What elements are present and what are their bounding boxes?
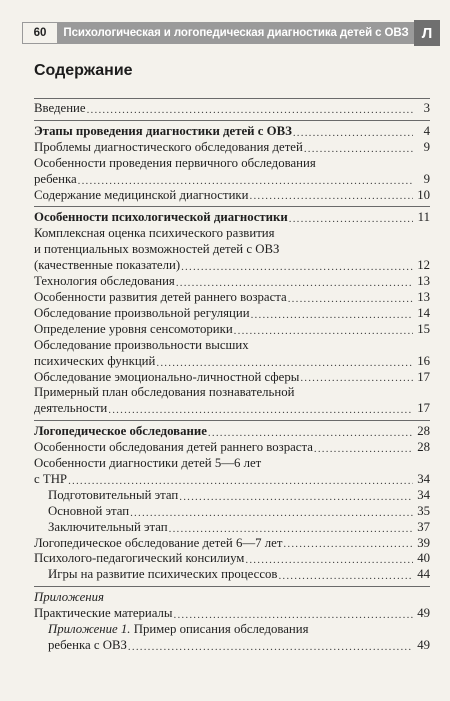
toc-entry-text: Особенности развития детей раннего возраста: [34, 289, 287, 304]
toc-entry: [34, 210, 430, 226]
dot-leader: [288, 292, 413, 306]
toc-entry-text: Подготовительный этап: [48, 487, 179, 502]
toc-section: [34, 586, 430, 654]
toc-entry-text: психических функций: [34, 353, 156, 368]
toc-page-number: 34: [417, 471, 430, 486]
toc-page-number: 13: [417, 289, 430, 304]
toc-entry-text: Определение уровня сенсомоторики: [34, 321, 233, 336]
toc-section: [34, 98, 430, 117]
toc-entry: [34, 504, 430, 520]
toc-entry-text: Особенности обследования детей раннего возраста: [34, 440, 313, 455]
dot-leader: [208, 426, 413, 440]
dot-leader: [314, 442, 413, 456]
toc-entry-text: ребенка с ОВЗ: [48, 638, 127, 652]
toc-page-number: 34: [417, 487, 430, 502]
dot-leader: [234, 324, 413, 338]
toc-entry-text: Психолого-педагогический консилиум: [34, 551, 245, 566]
toc-section: [34, 206, 430, 417]
dot-leader: [169, 522, 413, 536]
toc-entry: [34, 258, 430, 274]
toc-page-number: 11: [417, 210, 430, 225]
toc-page-number: 3: [423, 101, 430, 115]
toc-page-number: 49: [417, 606, 430, 621]
toc-entry: [34, 274, 430, 290]
toc-entry: [34, 536, 430, 552]
toc-entry: [34, 638, 430, 654]
toc-page-number: 44: [417, 567, 430, 582]
toc-entry-line: Обследование произвольности высших: [34, 337, 249, 352]
toc-entry: [34, 520, 430, 536]
toc-entry-text: Этапы проведения диагностики детей с ОВЗ: [34, 123, 292, 138]
toc-entry: [34, 440, 430, 456]
toc-page-number: 28: [417, 440, 430, 455]
toc-entry-text: с ТНР: [34, 471, 68, 486]
dot-leader: [68, 474, 413, 488]
dot-leader: [250, 189, 414, 203]
toc-entry: [34, 370, 430, 386]
toc-entry-line: и потенциальных возможностей детей с ОВЗ: [34, 242, 280, 257]
toc-entry: [34, 472, 430, 488]
dot-leader: [300, 371, 413, 385]
toc-entry-text: Логопедическое обследование детей 6—7 лет: [34, 535, 283, 550]
toc-page-number: 39: [417, 535, 430, 550]
dot-leader: [108, 403, 413, 417]
toc-entry-text: Обследование эмоционально-личностной сферы: [34, 369, 300, 384]
toc-entry-text: Игры на развитие психических процессов: [48, 567, 278, 582]
toc-entry: [34, 172, 430, 188]
toc-page-number: 17: [417, 401, 430, 416]
toc-page-number: 9: [423, 171, 430, 186]
toc-page-number: 10: [417, 187, 430, 202]
section-mark: Л: [414, 20, 440, 46]
running-header: [22, 22, 438, 44]
toc-subheading: Приложения: [34, 590, 104, 605]
appendix-title: Пример описания обследования: [130, 622, 309, 637]
dot-leader: [293, 126, 413, 140]
toc-section: [34, 420, 430, 583]
toc-entry: [34, 354, 430, 370]
toc-entry: [34, 424, 430, 440]
toc-entry: [34, 551, 430, 567]
dot-leader: [176, 276, 413, 290]
dot-leader: [283, 537, 413, 551]
toc-page-number: 35: [417, 503, 430, 518]
dot-leader: [181, 260, 413, 274]
toc-page-number: 49: [417, 638, 430, 652]
toc-page-number: 13: [417, 274, 430, 289]
toc-entry-line: Особенности проведения первичного обследования: [34, 155, 316, 170]
toc-entry: [34, 124, 430, 140]
toc-page-number: 16: [417, 353, 430, 368]
dot-leader: [289, 212, 413, 226]
toc-entry: [34, 101, 430, 117]
appendix-label: Приложение 1.: [48, 622, 131, 637]
toc-page-number: 4: [423, 123, 430, 138]
toc-entry: [34, 401, 430, 417]
toc-entry-text: Основной этап: [48, 503, 130, 518]
dot-leader: [128, 640, 413, 654]
toc-entry-text: Заключительный этап: [48, 519, 168, 534]
toc-entry-text: Практические материалы: [34, 606, 173, 621]
toc-entry: [34, 322, 430, 338]
toc-entry-line: [34, 622, 430, 638]
toc-entry: [34, 306, 430, 322]
dot-leader: [87, 103, 413, 117]
toc-entry-text: Введение: [34, 101, 86, 115]
toc-page-number: 17: [417, 369, 430, 384]
toc-page-number: 28: [417, 424, 430, 439]
dot-leader: [278, 569, 413, 583]
dot-leader: [251, 308, 413, 322]
toc-entry: [34, 140, 430, 156]
dot-leader: [130, 506, 413, 520]
toc-entry: [34, 188, 430, 204]
toc-entry-text: Обследование произвольной регуляции: [34, 305, 250, 320]
toc-page-number: 15: [417, 321, 430, 336]
toc-entry-text: Проблемы диагностического обследования детей: [34, 139, 303, 154]
toc-entry-text: Особенности психологической диагностики: [34, 210, 288, 225]
toc-entry-text: Технология обследования: [34, 274, 175, 289]
toc-entry: [34, 567, 430, 583]
toc-entry: [34, 606, 430, 622]
dot-leader: [245, 553, 413, 567]
toc-entry-line: Примерный план обследования познавательной: [34, 385, 295, 400]
running-title: Психологическая и логопедическая диагностика детей с ОВЗ: [63, 27, 409, 39]
table-of-contents: [34, 98, 430, 657]
dot-leader: [179, 490, 413, 504]
toc-entry-line: Особенности диагностики детей 5—6 лет: [34, 456, 262, 471]
toc-entry-text: (качественные показатели): [34, 258, 181, 273]
dot-leader: [304, 142, 413, 156]
toc-entry-text: деятельности: [34, 401, 108, 416]
toc-page-number: 9: [423, 139, 430, 154]
toc-title: Содержание: [34, 62, 133, 79]
toc-entry-text: ребенка: [34, 171, 77, 186]
toc-entry-line: Комплексная оценка психического развития: [34, 226, 275, 241]
toc-section: [34, 120, 430, 204]
dot-leader: [174, 608, 413, 622]
toc-page-number: 37: [417, 519, 430, 534]
toc-entry: [34, 488, 430, 504]
dot-leader: [156, 356, 413, 370]
toc-page-number: 14: [417, 305, 430, 320]
toc-page-number: 12: [417, 258, 430, 273]
toc-page-number: 40: [417, 551, 430, 566]
toc-entry: [34, 290, 430, 306]
dot-leader: [78, 174, 413, 188]
page-number: 60: [22, 22, 58, 44]
toc-entry-text: Логопедическое обследование: [34, 424, 207, 439]
toc-entry-text: Содержание медицинской диагностики: [34, 187, 249, 202]
